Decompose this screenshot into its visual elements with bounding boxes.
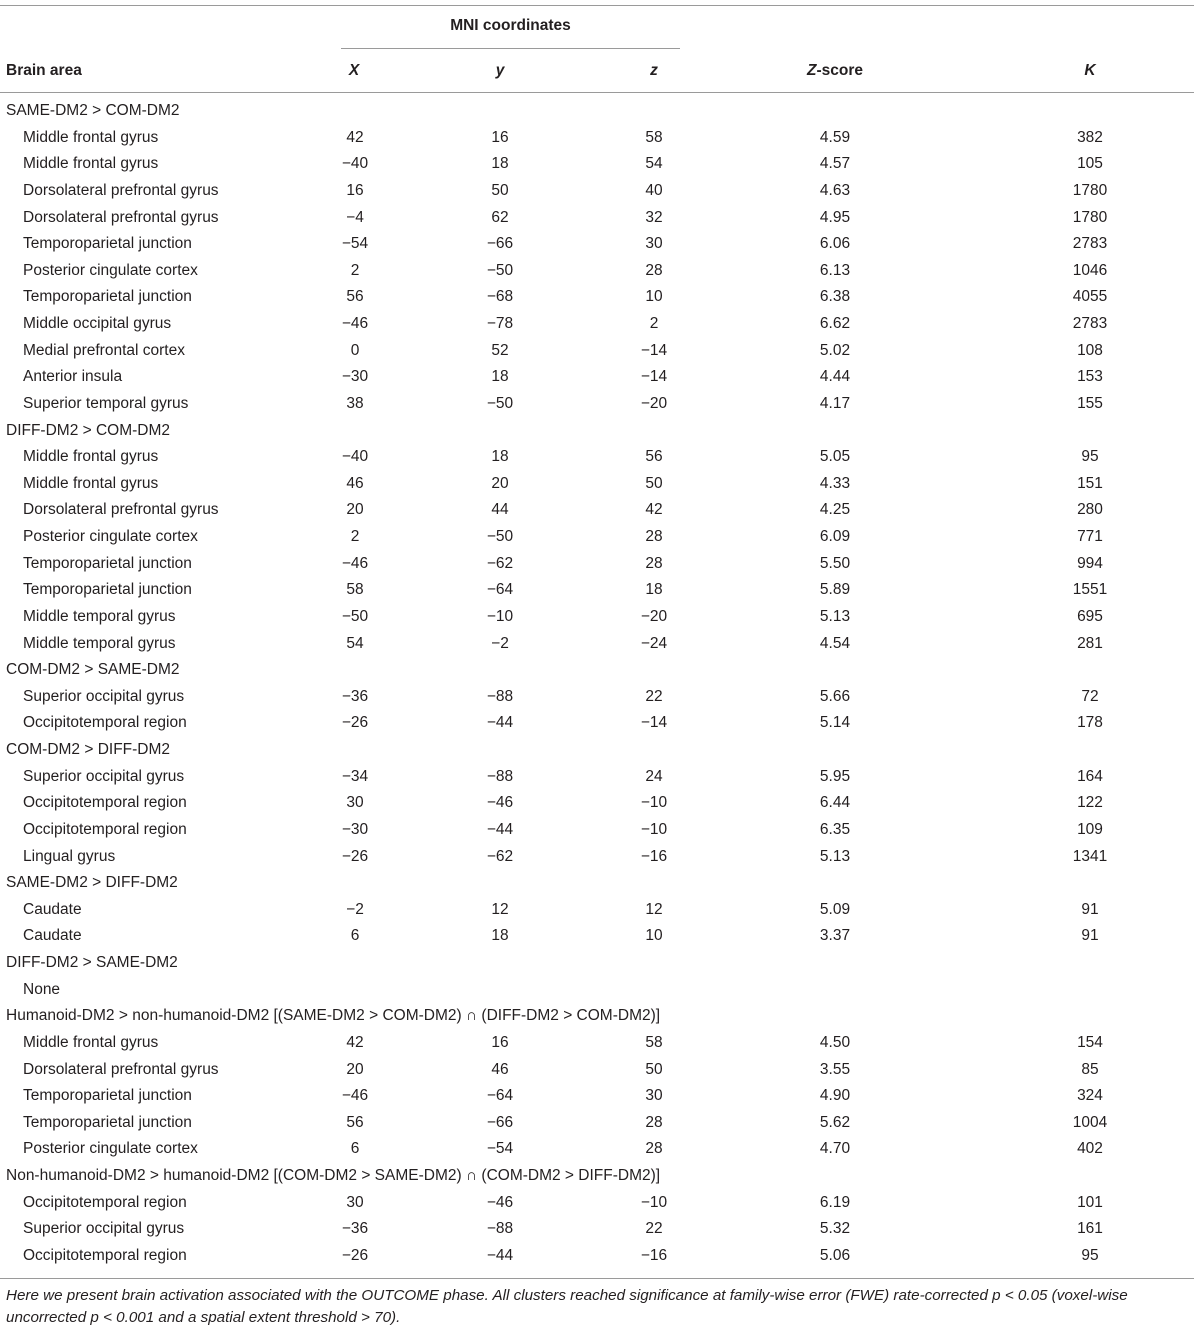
zscore-cell: 5.13 bbox=[819, 607, 851, 625]
brain-area-cell: Occipitotemporal region bbox=[23, 794, 187, 812]
table-row bbox=[0, 311, 1194, 338]
brain-area-cell: Dorsolateral prefrontal gyrus bbox=[23, 501, 219, 519]
y-cell: −2 bbox=[491, 634, 509, 652]
col-header-y bbox=[480, 62, 520, 80]
x-cell: 16 bbox=[346, 181, 364, 199]
zscore-cell: 4.44 bbox=[819, 368, 851, 386]
zscore-cell: 5.09 bbox=[819, 900, 851, 918]
col-header-zscore bbox=[780, 62, 890, 80]
x-cell: 38 bbox=[346, 394, 364, 412]
k-cell: 95 bbox=[1081, 1246, 1099, 1264]
x-cell: 20 bbox=[346, 501, 364, 519]
y-cell: 52 bbox=[491, 341, 509, 359]
x-cell: 30 bbox=[346, 1193, 364, 1211]
k-cell: 771 bbox=[1077, 528, 1103, 545]
x-cell: 6 bbox=[350, 927, 360, 945]
col-header-brain-area: Brain area bbox=[6, 62, 82, 79]
table-row bbox=[0, 631, 1194, 658]
zscore-cell: 6.44 bbox=[819, 794, 851, 812]
brain-area-cell: Dorsolateral prefrontal gyrus bbox=[23, 1060, 219, 1078]
z-cell: 58 bbox=[645, 1033, 663, 1051]
x-cell: −46 bbox=[341, 1087, 369, 1105]
z-cell: 50 bbox=[645, 474, 663, 492]
zscore-cell: 4.70 bbox=[819, 1140, 851, 1158]
zscore-cell: 4.59 bbox=[819, 128, 851, 146]
brain-area-cell: Middle frontal gyrus bbox=[23, 155, 159, 173]
table-row bbox=[0, 125, 1194, 152]
y-cell: 18 bbox=[491, 927, 509, 945]
z-cell: 58 bbox=[645, 128, 663, 146]
z-cell: 56 bbox=[645, 448, 663, 466]
brain-area-cell: Posterior cingulate cortex bbox=[23, 261, 198, 279]
table-row bbox=[0, 391, 1194, 418]
z-cell: 40 bbox=[645, 181, 663, 199]
brain-area-cell: Temporoparietal junction bbox=[23, 235, 192, 253]
group-label: COM-DM2 > DIFF-DM2 bbox=[6, 741, 171, 758]
table-row bbox=[0, 444, 1194, 471]
table-row bbox=[0, 151, 1194, 178]
zscore-cell: 5.05 bbox=[819, 448, 851, 466]
brain-area-cell: Temporoparietal junction bbox=[23, 288, 192, 306]
x-cell: −4 bbox=[346, 208, 364, 226]
table-header-rule bbox=[0, 92, 1194, 93]
y-cell: 46 bbox=[491, 1060, 509, 1078]
k-cell: 1780 bbox=[1072, 208, 1108, 226]
brain-area-cell: Occipitotemporal region bbox=[23, 1193, 187, 1211]
z-cell: 2 bbox=[649, 315, 659, 332]
x-cell: −46 bbox=[341, 554, 369, 572]
table-row bbox=[0, 977, 1194, 1004]
col-header-x-label: X bbox=[348, 62, 360, 79]
z-cell: 10 bbox=[645, 288, 663, 306]
z-cell: 28 bbox=[645, 528, 663, 545]
col-header-z-label: z bbox=[650, 62, 658, 79]
brain-area-cell: Temporoparietal junction bbox=[23, 1113, 192, 1131]
x-cell: −34 bbox=[341, 767, 369, 785]
k-cell: 695 bbox=[1077, 607, 1103, 625]
table-group-header bbox=[0, 870, 1194, 897]
group-label: SAME-DM2 > DIFF-DM2 bbox=[6, 874, 178, 892]
brain-area-cell: Middle frontal gyrus bbox=[23, 474, 159, 492]
brain-area-cell: Occipitotemporal region bbox=[23, 1246, 187, 1264]
x-cell: 46 bbox=[346, 474, 364, 492]
y-cell: −44 bbox=[486, 820, 514, 838]
k-cell: 85 bbox=[1081, 1060, 1099, 1078]
zscore-cell: 5.32 bbox=[819, 1220, 851, 1238]
col-header-x bbox=[334, 62, 374, 80]
brain-area-cell: Occipitotemporal region bbox=[23, 820, 187, 838]
z-cell: 18 bbox=[645, 581, 663, 599]
brain-area-cell: Posterior cingulate cortex bbox=[23, 528, 198, 545]
x-cell: −26 bbox=[341, 714, 369, 732]
zscore-cell: 4.95 bbox=[819, 208, 851, 226]
k-cell: 161 bbox=[1077, 1220, 1103, 1238]
group-label: DIFF-DM2 > SAME-DM2 bbox=[6, 954, 178, 971]
x-cell: 20 bbox=[346, 1060, 364, 1078]
x-cell: −2 bbox=[346, 900, 364, 918]
table-row bbox=[0, 1243, 1194, 1270]
brain-area-cell: Middle frontal gyrus bbox=[23, 448, 159, 466]
z-cell: 22 bbox=[645, 1220, 663, 1238]
brain-area-cell: Caudate bbox=[23, 927, 82, 945]
y-cell: 12 bbox=[491, 900, 509, 918]
k-cell: 164 bbox=[1077, 767, 1103, 785]
zscore-cell: 4.17 bbox=[819, 394, 851, 412]
table-group-header bbox=[0, 1163, 1194, 1190]
y-cell: 50 bbox=[491, 181, 509, 199]
zscore-cell: 6.35 bbox=[819, 820, 851, 838]
zscore-cell: 6.38 bbox=[819, 288, 851, 306]
brain-area-cell: None bbox=[23, 980, 61, 998]
table-row bbox=[0, 684, 1194, 711]
zscore-cell: 5.14 bbox=[819, 714, 851, 732]
y-cell: −50 bbox=[486, 261, 514, 279]
zscore-cell: 4.33 bbox=[819, 474, 851, 492]
table-row bbox=[0, 764, 1194, 791]
k-cell: 91 bbox=[1081, 900, 1099, 918]
mni-heading-underline bbox=[341, 48, 680, 49]
table-row bbox=[0, 497, 1194, 524]
brain-area-cell: Superior temporal gyrus bbox=[23, 394, 189, 412]
y-cell: −68 bbox=[486, 288, 514, 306]
y-cell: 62 bbox=[491, 208, 509, 226]
y-cell: 20 bbox=[491, 474, 509, 492]
k-cell: 122 bbox=[1077, 794, 1103, 812]
k-cell: 1004 bbox=[1072, 1113, 1108, 1131]
k-cell: 1780 bbox=[1072, 181, 1108, 199]
col-header-zscore-rest: -score bbox=[816, 62, 863, 79]
x-cell: 2 bbox=[350, 528, 360, 545]
table-body bbox=[0, 98, 1194, 1270]
brain-area-cell: Medial prefrontal cortex bbox=[23, 341, 185, 359]
z-cell: −14 bbox=[640, 341, 668, 359]
x-cell: −40 bbox=[341, 448, 369, 466]
zscore-cell: 5.66 bbox=[819, 687, 851, 705]
y-cell: 18 bbox=[491, 448, 509, 466]
y-cell: 16 bbox=[491, 128, 509, 146]
table-row bbox=[0, 1190, 1194, 1217]
z-cell: −10 bbox=[640, 1193, 668, 1211]
brain-area-cell: Middle frontal gyrus bbox=[23, 1033, 159, 1051]
table-row bbox=[0, 258, 1194, 285]
k-cell: 95 bbox=[1081, 448, 1099, 466]
col-header-y-label: y bbox=[495, 62, 505, 79]
k-cell: 153 bbox=[1077, 368, 1103, 386]
y-cell: −66 bbox=[486, 1113, 514, 1131]
zscore-cell: 4.50 bbox=[819, 1033, 851, 1051]
z-cell: 28 bbox=[645, 554, 663, 572]
x-cell: −36 bbox=[341, 687, 369, 705]
zscore-cell: 6.09 bbox=[819, 528, 851, 545]
table-row bbox=[0, 844, 1194, 871]
x-cell: −40 bbox=[341, 155, 369, 173]
table-row bbox=[0, 604, 1194, 631]
z-cell: 30 bbox=[645, 1087, 663, 1105]
z-cell: 54 bbox=[645, 155, 663, 173]
brain-area-cell: Superior occipital gyrus bbox=[23, 1220, 185, 1238]
table-row bbox=[0, 1110, 1194, 1137]
table-group-header bbox=[0, 657, 1194, 684]
table-row bbox=[0, 524, 1194, 551]
k-cell: 109 bbox=[1077, 820, 1103, 838]
table-footnote: Here we present brain activation associated with the OUTCOME phase. All clusters reached significance at family-wise error (FWE) rate-corrected p < 0.05 (voxel-wise uncorrected p < 0.001 and a spatial extent threshold > 70). bbox=[6, 1287, 1128, 1326]
brain-area-cell: Superior occipital gyrus bbox=[23, 767, 185, 785]
k-cell: 101 bbox=[1077, 1193, 1103, 1211]
brain-area-cell: Posterior cingulate cortex bbox=[23, 1140, 198, 1158]
col-header-k bbox=[1070, 62, 1110, 80]
table-row bbox=[0, 790, 1194, 817]
x-cell: 30 bbox=[346, 794, 364, 812]
group-label: DIFF-DM2 > COM-DM2 bbox=[6, 421, 171, 439]
z-cell: 28 bbox=[645, 1113, 663, 1131]
col-header-k-label: K bbox=[1084, 62, 1096, 79]
brain-area-cell: Caudate bbox=[23, 900, 82, 918]
group-label: COM-DM2 > SAME-DM2 bbox=[6, 661, 180, 679]
x-cell: −46 bbox=[341, 315, 369, 332]
table-row bbox=[0, 284, 1194, 311]
zscore-cell: 4.25 bbox=[819, 501, 851, 519]
z-cell: 22 bbox=[645, 687, 663, 705]
k-cell: 281 bbox=[1077, 634, 1103, 652]
brain-area-cell: Middle temporal gyrus bbox=[23, 634, 176, 652]
y-cell: −46 bbox=[486, 794, 514, 812]
k-cell: 2783 bbox=[1072, 235, 1108, 253]
y-cell: −10 bbox=[486, 607, 514, 625]
z-cell: 32 bbox=[645, 208, 663, 226]
table-row bbox=[0, 923, 1194, 950]
y-cell: 18 bbox=[491, 155, 509, 173]
k-cell: 1551 bbox=[1072, 581, 1108, 599]
brain-area-cell: Dorsolateral prefrontal gyrus bbox=[23, 181, 219, 199]
zscore-cell: 3.37 bbox=[819, 927, 851, 945]
table-row bbox=[0, 178, 1194, 205]
group-label: SAME-DM2 > COM-DM2 bbox=[6, 102, 180, 119]
x-cell: 0 bbox=[350, 341, 360, 359]
z-cell: 24 bbox=[645, 767, 663, 785]
y-cell: 16 bbox=[491, 1033, 509, 1051]
x-cell: 42 bbox=[346, 128, 364, 146]
zscore-cell: 4.54 bbox=[819, 634, 851, 652]
k-cell: 151 bbox=[1077, 474, 1103, 492]
k-cell: 4055 bbox=[1072, 288, 1108, 306]
z-cell: −16 bbox=[640, 1246, 668, 1264]
k-cell: 280 bbox=[1077, 501, 1103, 519]
z-cell: 42 bbox=[645, 501, 663, 519]
z-cell: −10 bbox=[640, 794, 668, 812]
zscore-cell: 6.62 bbox=[819, 315, 851, 332]
brain-area-cell: Temporoparietal junction bbox=[23, 554, 192, 572]
zscore-cell: 6.13 bbox=[819, 261, 851, 279]
k-cell: 1046 bbox=[1072, 261, 1108, 279]
brain-area-cell: Occipitotemporal region bbox=[23, 714, 187, 732]
x-cell: 42 bbox=[346, 1033, 364, 1051]
table-row bbox=[0, 231, 1194, 258]
brain-area-cell: Middle occipital gyrus bbox=[23, 315, 172, 332]
brain-area-cell: Middle frontal gyrus bbox=[23, 128, 159, 146]
zscore-cell: 5.02 bbox=[819, 341, 851, 359]
y-cell: −88 bbox=[486, 767, 514, 785]
k-cell: 154 bbox=[1077, 1033, 1103, 1051]
table-row bbox=[0, 1136, 1194, 1163]
x-cell: −30 bbox=[341, 368, 369, 386]
x-cell: −36 bbox=[341, 1220, 369, 1238]
zscore-cell: 4.63 bbox=[819, 181, 851, 199]
zscore-cell: 4.90 bbox=[819, 1087, 851, 1105]
col-header-z bbox=[634, 62, 674, 80]
y-cell: −88 bbox=[486, 687, 514, 705]
x-cell: −30 bbox=[341, 820, 369, 838]
k-cell: 994 bbox=[1077, 554, 1103, 572]
x-cell: 56 bbox=[346, 288, 364, 306]
z-cell: 12 bbox=[645, 900, 663, 918]
table-row bbox=[0, 1030, 1194, 1057]
z-cell: 28 bbox=[645, 261, 663, 279]
table-group-header bbox=[0, 737, 1194, 764]
x-cell: −54 bbox=[341, 235, 369, 253]
z-cell: −16 bbox=[640, 847, 668, 865]
y-cell: −66 bbox=[486, 235, 514, 253]
y-cell: −62 bbox=[486, 554, 514, 572]
k-cell: 91 bbox=[1081, 927, 1099, 945]
y-cell: 18 bbox=[491, 368, 509, 386]
z-cell: −10 bbox=[640, 820, 668, 838]
zscore-cell: 5.50 bbox=[819, 554, 851, 572]
brain-area-cell: Lingual gyrus bbox=[23, 847, 116, 865]
k-cell: 178 bbox=[1077, 714, 1103, 732]
z-cell: −24 bbox=[640, 634, 668, 652]
x-cell: −26 bbox=[341, 1246, 369, 1264]
z-cell: −14 bbox=[640, 714, 668, 732]
zscore-cell: 5.13 bbox=[819, 847, 851, 865]
zscore-cell: 5.95 bbox=[819, 767, 851, 785]
y-cell: −50 bbox=[486, 394, 514, 412]
table-group-header bbox=[0, 418, 1194, 445]
group-label: Non-humanoid-DM2 > humanoid-DM2 [(COM-DM2 > SAME-DM2) ∩ (COM-DM2 > DIFF-DM2)] bbox=[6, 1167, 661, 1184]
brain-area-cell: Superior occipital gyrus bbox=[23, 687, 185, 705]
x-cell: 56 bbox=[346, 1113, 364, 1131]
brain-area-cell: Temporoparietal junction bbox=[23, 581, 192, 599]
k-cell: 105 bbox=[1077, 155, 1103, 173]
y-cell: −54 bbox=[486, 1140, 514, 1158]
table-top-rule bbox=[0, 5, 1194, 6]
table-group-header bbox=[0, 1003, 1194, 1030]
zscore-cell: 6.06 bbox=[819, 235, 851, 253]
table-row bbox=[0, 897, 1194, 924]
y-cell: −46 bbox=[486, 1193, 514, 1211]
k-cell: 324 bbox=[1077, 1087, 1103, 1105]
z-cell: 30 bbox=[645, 235, 663, 253]
z-cell: 10 bbox=[645, 927, 663, 945]
table-group-header bbox=[0, 98, 1194, 125]
table-row bbox=[0, 710, 1194, 737]
y-cell: −64 bbox=[486, 1087, 514, 1105]
zscore-cell: 5.06 bbox=[819, 1246, 851, 1264]
y-cell: −78 bbox=[486, 315, 514, 332]
zscore-cell: 3.55 bbox=[819, 1060, 851, 1078]
k-cell: 2783 bbox=[1072, 315, 1108, 332]
y-cell: −50 bbox=[486, 528, 514, 545]
brain-area-cell: Dorsolateral prefrontal gyrus bbox=[23, 208, 219, 226]
table-group-header bbox=[0, 950, 1194, 977]
brain-area-cell: Temporoparietal junction bbox=[23, 1087, 192, 1105]
y-cell: 44 bbox=[491, 501, 509, 519]
k-cell: 72 bbox=[1081, 687, 1099, 705]
k-cell: 1341 bbox=[1072, 847, 1108, 865]
k-cell: 108 bbox=[1077, 341, 1103, 359]
x-cell: 58 bbox=[346, 581, 364, 599]
col-header-zscore-italic: Z bbox=[807, 62, 817, 79]
y-cell: −88 bbox=[486, 1220, 514, 1238]
zscore-cell: 4.57 bbox=[819, 155, 851, 173]
zscore-cell: 5.89 bbox=[819, 581, 851, 599]
table-row bbox=[0, 205, 1194, 232]
table-row bbox=[0, 338, 1194, 365]
z-cell: −14 bbox=[640, 368, 668, 386]
y-cell: −44 bbox=[486, 714, 514, 732]
y-cell: −62 bbox=[486, 847, 514, 865]
table-row bbox=[0, 471, 1194, 498]
k-cell: 155 bbox=[1077, 394, 1103, 412]
y-cell: −44 bbox=[486, 1246, 514, 1264]
brain-area-cell: Middle temporal gyrus bbox=[23, 607, 176, 625]
table-row bbox=[0, 1083, 1194, 1110]
z-cell: 28 bbox=[645, 1140, 663, 1158]
table-row bbox=[0, 364, 1194, 391]
z-cell: 50 bbox=[645, 1060, 663, 1078]
x-cell: 2 bbox=[350, 261, 360, 279]
x-cell: 54 bbox=[346, 634, 364, 652]
table-row bbox=[0, 817, 1194, 844]
y-cell: −64 bbox=[486, 581, 514, 599]
zscore-cell: 5.62 bbox=[819, 1113, 851, 1131]
x-cell: −50 bbox=[341, 607, 369, 625]
table-row bbox=[0, 551, 1194, 578]
table-row bbox=[0, 577, 1194, 604]
table-row bbox=[0, 1216, 1194, 1243]
k-cell: 382 bbox=[1077, 128, 1103, 146]
zscore-cell: 6.19 bbox=[819, 1193, 851, 1211]
k-cell: 402 bbox=[1077, 1140, 1103, 1158]
table-bottom-rule bbox=[0, 1278, 1194, 1279]
x-cell: 6 bbox=[350, 1140, 360, 1158]
table-row bbox=[0, 1057, 1194, 1084]
mni-coordinates-heading: MNI coordinates bbox=[450, 17, 571, 34]
z-cell: −20 bbox=[640, 394, 668, 412]
group-label: Humanoid-DM2 > non-humanoid-DM2 [(SAME-DM2 > COM-DM2) ∩ (DIFF-DM2 > COM-DM2)] bbox=[6, 1007, 661, 1025]
z-cell: −20 bbox=[640, 607, 668, 625]
x-cell: −26 bbox=[341, 847, 369, 865]
brain-area-cell: Anterior insula bbox=[23, 368, 123, 386]
